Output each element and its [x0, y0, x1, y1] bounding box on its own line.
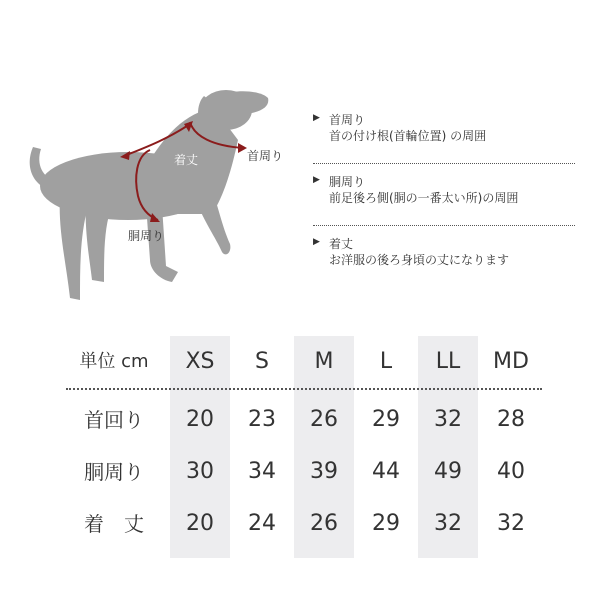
note-divider: [313, 225, 575, 226]
table-row: [58, 498, 542, 550]
size-header-l: L: [379, 349, 393, 374]
table-cell: 26: [310, 511, 338, 536]
dog-silhouette: [30, 90, 269, 300]
table-cell: 20: [186, 407, 214, 432]
table-cell: 49: [434, 459, 462, 484]
note-desc: 前足後ろ側(胴の一番太い所)の周囲: [329, 191, 519, 205]
neck-label: 首周り: [247, 149, 284, 163]
size-header-xs: XS: [185, 349, 215, 374]
table-cell: 28: [497, 407, 525, 432]
table-cell: 34: [248, 459, 276, 484]
note-title: 胴周り: [329, 175, 366, 189]
table-cell: 39: [310, 459, 338, 484]
chest-label: 胴周り: [128, 229, 165, 243]
bullet-arrow-icon: ▶: [313, 175, 320, 185]
measurement-notes: [313, 112, 575, 294]
note-title: 首周り: [329, 113, 366, 127]
neck-arrow-end: [238, 143, 247, 153]
row-label: 胴周り: [84, 460, 144, 484]
table-row: [58, 446, 542, 498]
row-label: 首回り: [84, 408, 144, 432]
table-header-row: [58, 336, 542, 388]
note-divider: [313, 163, 575, 164]
note-desc: お洋服の後ろ身頃の丈になります: [329, 253, 510, 267]
table-cell: 23: [248, 407, 276, 432]
table-cell: 32: [434, 407, 462, 432]
table-cell: 30: [186, 459, 214, 484]
unit-label: 単位 cm: [79, 351, 149, 372]
table-cell: 32: [434, 511, 462, 536]
size-header-s: S: [255, 349, 269, 374]
note-chest: [313, 174, 575, 232]
dog-measurement-figure: [0, 60, 310, 320]
note-desc: 首の付け根(首輪位置) の周囲: [329, 129, 487, 143]
table-cell: 20: [186, 511, 214, 536]
table-row: [58, 394, 542, 446]
size-header-m: M: [314, 349, 334, 374]
bullet-arrow-icon: ▶: [313, 237, 320, 247]
header-divider: [66, 388, 542, 390]
table-cell: 24: [248, 511, 276, 536]
size-header-ll: LL: [435, 349, 461, 374]
table-cell: 40: [497, 459, 525, 484]
row-label: 着 丈: [84, 512, 144, 536]
size-table: [58, 336, 542, 558]
note-neck: [313, 112, 575, 170]
table-cell: 26: [310, 407, 338, 432]
table-cell: 44: [372, 459, 400, 484]
bullet-arrow-icon: ▶: [313, 113, 320, 123]
size-header-md: MD: [493, 349, 529, 374]
note-length: [313, 236, 575, 294]
table-cell: 32: [497, 511, 525, 536]
table-cell: 29: [372, 407, 400, 432]
table-cell: 29: [372, 511, 400, 536]
note-title: 着丈: [329, 237, 354, 251]
length-label: 着丈: [173, 153, 199, 167]
